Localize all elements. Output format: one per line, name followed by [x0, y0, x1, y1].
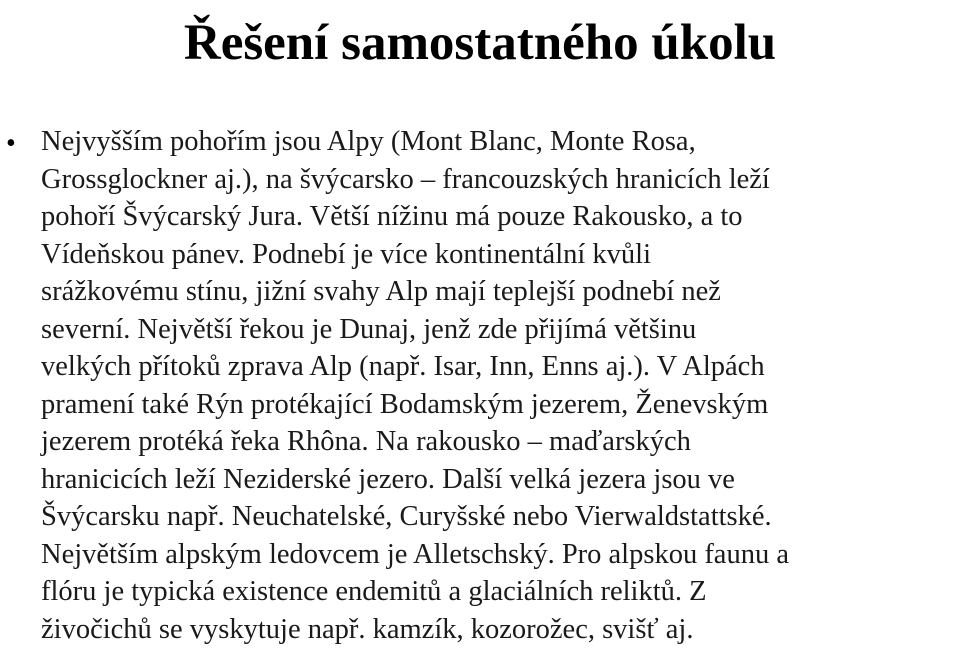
slide-title: Řešení samostatného úkolu [183, 15, 777, 71]
text-line: Nejvyšším pohořím jsou Alpy (Mont Blanc, Monte Rosa, [41, 126, 696, 157]
text-line: jezerem protéká řeka Rhôna. Na rakousko – maďarských [41, 426, 691, 457]
bullet-marker: • [6, 128, 16, 159]
text-line: pohoří Švýcarský Jura. Větší nížinu má pouze Rakousko, a to [41, 201, 743, 232]
text-line: živočichů se vyskytuje např. kamzík, kozorožec, svišť aj. [41, 613, 694, 645]
text-line: Největším alpským ledovcem je Alletschský. Pro alpskou faunu a [41, 538, 789, 570]
text-line: Vídeňskou pánev. Podnebí je více kontinentální kvůli [41, 238, 651, 270]
text-line: pramení také Rýn protékající Bodamským jezerem, Ženevským [41, 388, 769, 420]
text-line: Švýcarsku např. Neuchatelské, Curyšské nebo Vierwaldstattské. [41, 501, 772, 532]
text-line: Grossglockner aj.), na švýcarsko – francouzských hranicích leží [41, 163, 770, 195]
bullet-text [41, 123, 960, 648]
text-line: velkých přítoků zprava Alp (např. Isar, Inn, Enns aj.). V Alpách [41, 351, 765, 382]
text-line: hranicicích leží Neziderské jezero. Další velká jezera jsou ve [41, 463, 735, 495]
text-line: srážkovému stínu, jižní svahy Alp mají teplejší podnebí než [41, 276, 721, 307]
text-line: severní. Největší řekou je Dunaj, jenž zde přijímá většinu [41, 313, 697, 345]
text-line: flóru je typická existence endemitů a glaciálních reliktů. Z [41, 576, 707, 607]
